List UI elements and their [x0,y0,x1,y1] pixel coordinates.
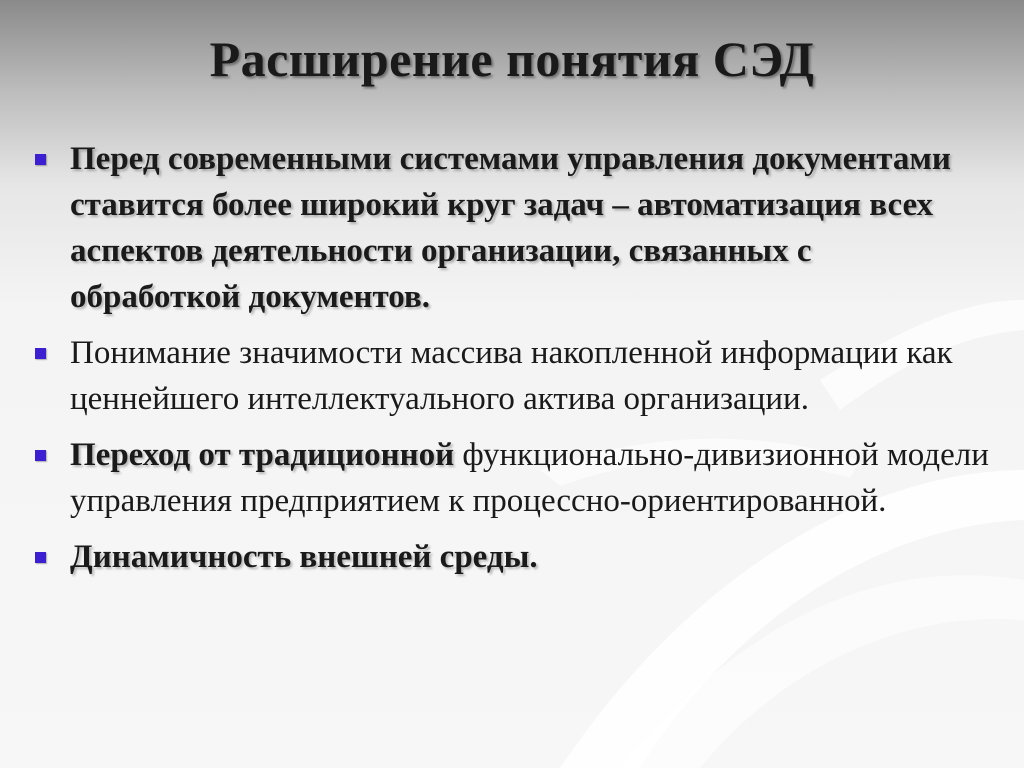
bullet-item [30,136,990,320]
bullet-item [30,432,990,524]
bullet-item [30,534,990,580]
bullet-list [30,136,990,590]
bullet-text: Понимание значимости массива накопленной информации как ценнейшего интеллектуального актива организации. [70,335,953,417]
bullet-text-bold: Динамичность внешней среды. [70,539,538,575]
square-bullet-icon [35,552,46,563]
bullet-item [30,330,990,422]
slide-title: Расширение понятия СЭД [209,31,815,87]
square-bullet-icon [35,348,46,359]
bullet-text-bold: Перед современными системами управления документами ставится более широкий круг задач – автоматизация всех аспектов деятельности организации, связанных с обработкой документов. [70,141,951,315]
square-bullet-icon [35,154,46,165]
bullet-text: функционально-дивизионной модели управления предприятием к процессно-ориентированной. [70,437,989,519]
square-bullet-icon [35,450,46,461]
bullet-text-bold: Переход от традиционной [70,437,455,473]
